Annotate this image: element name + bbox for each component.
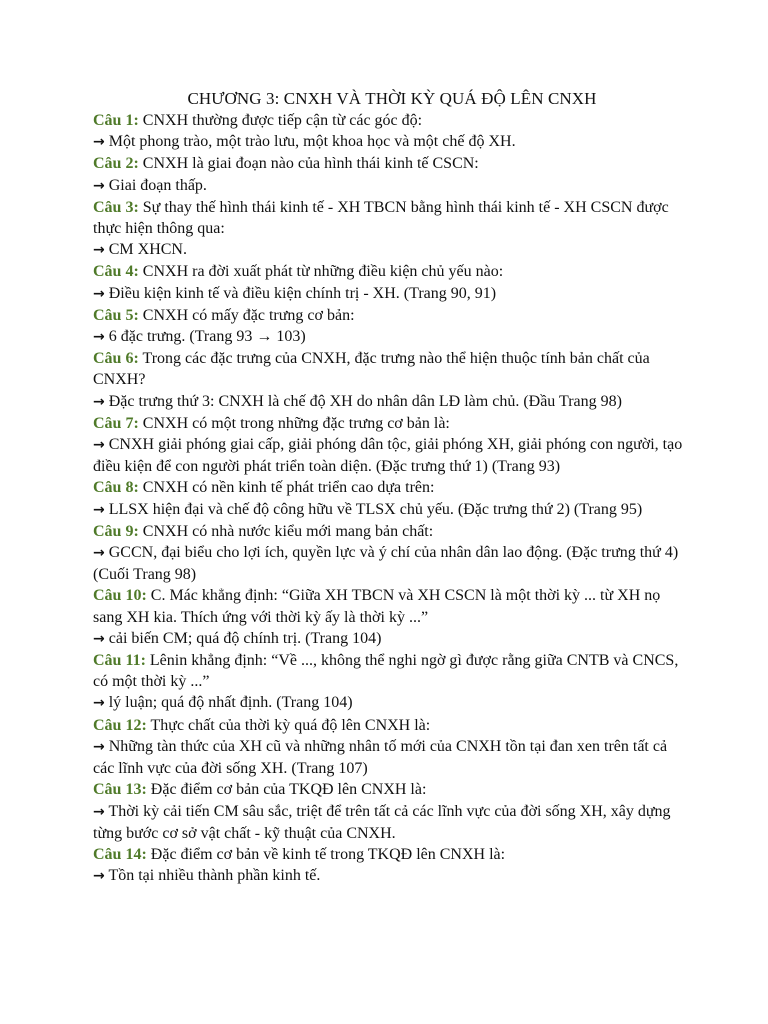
question-label: Câu 10:: [93, 587, 147, 605]
question-line: [93, 413, 683, 434]
question-label: Câu 7:: [93, 414, 139, 432]
answer-text: CM XHCN.: [104, 241, 187, 259]
question-label: Câu 9:: [93, 522, 139, 540]
arrow-right-icon: →: [93, 695, 105, 712]
question-line: [93, 521, 683, 542]
question-text: Sự thay thế hình thái kinh tế - XH TBCN bằng hình thái kinh tế - XH CSCN được thực hiện thông qua:: [93, 198, 669, 238]
answer-line: [93, 736, 683, 779]
arrow-right-icon: →: [93, 545, 105, 562]
arrow-right-icon: →: [93, 868, 105, 885]
answer-line: [93, 865, 683, 887]
question-text: C. Mác khẳng định: “Giữa XH TBCN và XH CSCN là một thời kỳ ... từ XH nọ sang XH kia. Thích ứng với thời kỳ ấy là thời kỳ ...”: [93, 587, 661, 626]
answer-text: Thời kỳ cải tiến CM sâu sắc, triệt để trên tất cả các lĩnh vực của đời sống XH, xây dựng từng bước cơ sở vật chất - kỹ thuật của CNXH.: [93, 802, 671, 842]
question-label: Câu 6:: [93, 350, 139, 368]
arrow-right-icon: →: [93, 738, 105, 755]
answer-text: Giai đoạn thấp.: [104, 176, 207, 194]
document-page: [93, 88, 683, 887]
question-line: [93, 348, 683, 390]
question-text: Lênin khẳng định: “Về ..., không thể nghi ngờ gì được rằng giữa CNTB và CNCS, có một thời kỳ ...”: [93, 652, 679, 691]
answer-line: [93, 239, 683, 261]
question-label: Câu 4:: [93, 263, 139, 281]
question-text: Trong các đặc trưng của CNXH, đặc trưng nào thể hiện thuộc tính bản chất của CNXH?: [93, 350, 650, 389]
arrow-right-icon: →: [93, 329, 105, 346]
arrow-right-icon: →: [93, 242, 105, 259]
question-line: [93, 305, 683, 326]
question-text: CNXH có một trong những đặc trưng cơ bản là:: [138, 414, 450, 432]
arrow-right-icon: →: [93, 803, 105, 820]
question-line: [93, 197, 683, 239]
answer-line: [93, 692, 683, 714]
question-label: Câu 8:: [93, 479, 139, 497]
arrow-right-icon: →: [93, 285, 105, 302]
answer-line: [93, 434, 683, 477]
question-label: Câu 12:: [93, 716, 147, 734]
arrow-right-icon: →: [93, 501, 105, 518]
question-text: Đặc điểm cơ bản về kinh tế trong TKQĐ lên CNXH là:: [146, 845, 506, 863]
answer-text: Những tàn thức của XH cũ và những nhân tố mới của CNXH tồn tại đan xen trên tất cả các lĩnh vực của đời sống XH. (Trang 107): [93, 737, 668, 778]
answer-text: 6 đặc trưng. (Trang 93 → 103): [104, 328, 306, 346]
question-label: Câu 11:: [93, 652, 146, 670]
question-text: CNXH có nhà nước kiểu mới mang bản chất:: [138, 522, 434, 540]
question-line: [93, 715, 683, 736]
answer-line: [93, 326, 683, 348]
chapter-title: CHƯƠNG 3: CNXH VÀ THỜI KỲ QUÁ ĐỘ LÊN CNXH: [187, 89, 597, 108]
question-text: CNXH thường được tiếp cận từ các góc độ:: [138, 112, 423, 129]
question-text: CNXH có mấy đặc trưng cơ bản:: [138, 306, 355, 324]
arrow-right-icon: →: [93, 437, 105, 454]
answer-text: CNXH giải phóng giai cấp, giải phóng dân tộc, giải phóng XH, giải phóng con người, tạo điều kiện để con người phát triển toàn diện. (Đặc trưng thứ 1) (Trang 93): [93, 436, 683, 476]
answer-text: LLSX hiện đại và chế độ công hữu về TLSX chủ yếu. (Đặc trưng thứ 2) (Trang 95): [104, 500, 643, 518]
answer-line: [93, 175, 683, 197]
answer-line: [93, 499, 683, 521]
question-label: Câu 2:: [93, 155, 139, 173]
question-list: [93, 110, 683, 887]
question-line: [93, 650, 683, 692]
arrow-right-icon: →: [93, 177, 105, 194]
question-line: [93, 585, 683, 627]
question-line: [93, 261, 683, 282]
question-text: CNXH có nền kinh tế phát triển cao dựa trên:: [138, 479, 435, 497]
answer-line: [93, 801, 683, 844]
answer-text: Điều kiện kinh tế và điều kiện chính trị - XH. (Trang 90, 91): [104, 284, 497, 302]
arrow-right-icon: →: [93, 393, 105, 410]
answer-line: [93, 628, 683, 650]
question-line: [93, 110, 683, 131]
question-line: [93, 153, 683, 174]
answer-line: [93, 283, 683, 305]
answer-text: Tồn tại nhiều thành phần kinh tế.: [104, 867, 321, 885]
question-label: Câu 1:: [93, 112, 139, 129]
answer-text: Đặc trưng thứ 3: CNXH là chế độ XH do nhân dân LĐ làm chủ. (Đầu Trang 98): [104, 392, 622, 410]
arrow-right-icon: →: [93, 134, 105, 151]
question-label: Câu 5:: [93, 306, 139, 324]
answer-text: Một phong trào, một trào lưu, một khoa học và một chế độ XH.: [104, 133, 516, 151]
question-label: Câu 3:: [93, 198, 139, 216]
arrow-right-icon: →: [93, 630, 105, 647]
answer-text: GCCN, đại biểu cho lợi ích, quyền lực và ý chí của nhân dân lao động. (Đặc trưng thứ 4) (Cuối Trang 98): [93, 544, 679, 584]
question-line: [93, 779, 683, 800]
answer-line: [93, 542, 683, 585]
question-text: CNXH ra đời xuất phát từ những điều kiện chủ yếu nào:: [138, 263, 504, 281]
answer-line: [93, 391, 683, 413]
answer-text: lý luận; quá độ nhất định. (Trang 104): [104, 694, 353, 712]
question-text: Đặc điểm cơ bản của TKQĐ lên CNXH là:: [146, 781, 427, 799]
question-line: [93, 844, 683, 865]
answer-text: cải biến CM; quá độ chính trị. (Trang 104): [104, 629, 382, 647]
question-label: Câu 13:: [93, 781, 147, 799]
question-text: Thực chất của thời kỳ quá độ lên CNXH là:: [146, 716, 431, 734]
answer-line: [93, 131, 683, 153]
question-text: CNXH là giai đoạn nào của hình thái kinh tế CSCN:: [138, 155, 479, 173]
question-line: [93, 477, 683, 498]
question-label: Câu 14:: [93, 845, 147, 863]
